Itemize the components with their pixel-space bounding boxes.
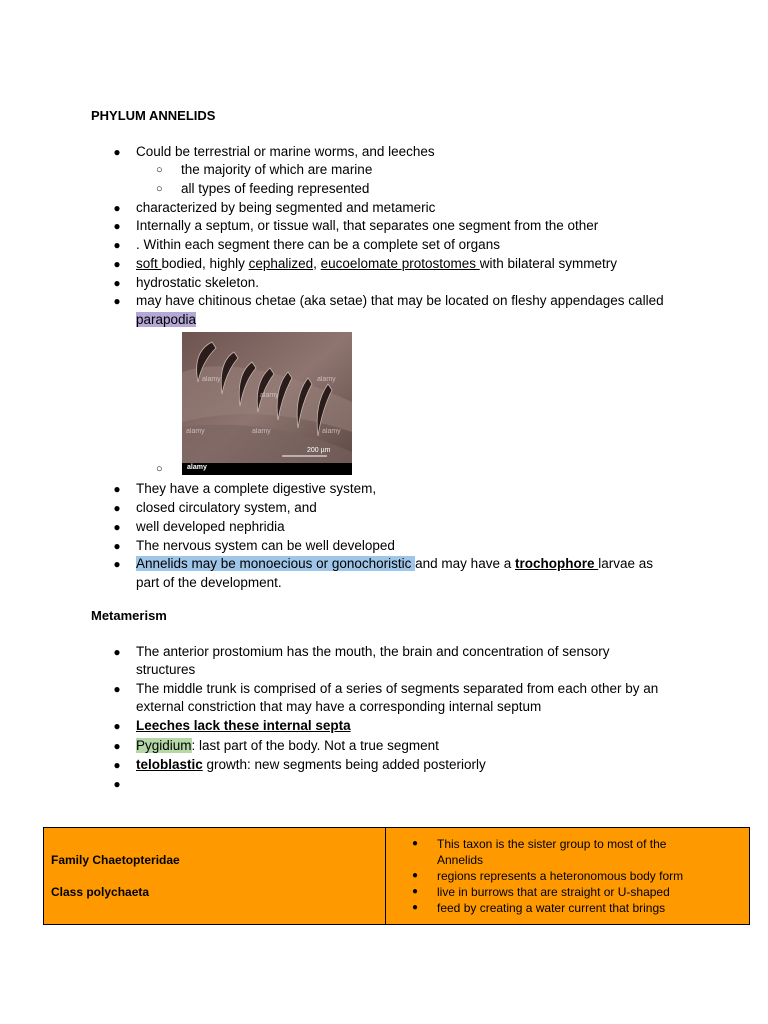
- bullet-dot: ●: [113, 501, 121, 515]
- bullet-dot: ●: [113, 682, 121, 696]
- text-span: larvae as: [598, 556, 654, 571]
- bullet-dot: ●: [412, 870, 419, 881]
- text-span: growth: new segments being added posteriorly: [202, 757, 486, 772]
- table-cell-notes: [386, 828, 750, 925]
- list-item: Internally a septum, or tissue wall, that separates one segment from the other: [136, 218, 599, 233]
- bullet-dot: ●: [113, 739, 121, 753]
- sub-list-item: the majority of which are marine: [181, 162, 373, 177]
- bullet-dot: ●: [113, 482, 121, 496]
- sub-bullet-circle: ○: [156, 183, 163, 195]
- text-span: : last part of the body. Not a true segment: [191, 738, 439, 753]
- chetae-micrograph: [182, 332, 352, 475]
- sub-list-item: all types of feeding represented: [181, 181, 370, 196]
- bullet-dot: ●: [412, 838, 419, 849]
- sub-bullet-circle: ○: [156, 463, 163, 475]
- table-list-item: This taxon is the sister group to most of the: [437, 837, 667, 851]
- text-span: ,: [313, 256, 321, 271]
- bullet-dot: ●: [113, 520, 121, 534]
- section-heading: Metamerism: [91, 608, 167, 623]
- underlined-term: eucoelomate protostomes: [320, 256, 480, 271]
- image-label: alamy: [186, 428, 205, 435]
- class-name: Class polychaeta: [51, 885, 150, 899]
- bullet-dot: ●: [412, 886, 419, 897]
- bullet-dot: ●: [113, 276, 121, 290]
- list-item: Could be terrestrial or marine worms, and leeches: [136, 144, 435, 159]
- list-item: The middle trunk is comprised of a series of segments separated from each other by an: [136, 681, 659, 696]
- table-list-item: feed by creating a water current that brings: [437, 901, 666, 915]
- text-span: and may have a: [415, 556, 515, 571]
- underlined-term: soft: [136, 256, 162, 271]
- text-span: bodied, highly: [161, 256, 249, 271]
- bullet-dot: ●: [113, 145, 121, 159]
- bullet-dot: ●: [412, 902, 419, 913]
- list-item: well developed nephridia: [136, 519, 285, 534]
- bullet-dot: ●: [113, 257, 121, 271]
- list-item: closed circulatory system, and: [136, 500, 317, 515]
- image-label: alamy: [252, 428, 271, 435]
- table-row: [44, 828, 750, 925]
- bullet-dot: ●: [113, 557, 121, 571]
- list-item: characterized by being segmented and metameric: [136, 200, 436, 215]
- table-list-item-continuation: Annelids: [437, 853, 484, 867]
- bullet-dot: ●: [113, 645, 121, 659]
- bullet-dot: ●: [113, 201, 121, 215]
- image-label: alamy: [202, 376, 221, 383]
- list-item: [136, 756, 486, 774]
- underlined-term: cephalized: [248, 256, 314, 271]
- bullet-dot: ●: [113, 219, 121, 233]
- highlighted-term: Pygidium: [136, 738, 192, 753]
- table-list-item: live in burrows that are straight or U-shaped: [437, 885, 670, 899]
- bullet-dot: ●: [113, 294, 121, 308]
- scale-bar-label: 200 µm: [307, 447, 331, 454]
- list-item: Leeches lack these internal septa: [136, 718, 351, 733]
- watermark: alamy: [187, 464, 207, 471]
- highlighted-text: Annelids may be monoecious or gonochoristic: [136, 556, 416, 571]
- image-label: alamy: [322, 428, 341, 435]
- list-item: The nervous system can be well developed: [136, 538, 395, 553]
- bullet-dot: ●: [113, 777, 121, 791]
- list-item: [136, 555, 653, 573]
- bold-term: teloblastic: [136, 757, 203, 772]
- bullet-dot: ●: [113, 719, 121, 733]
- list-item-continuation: external constriction that may have a corresponding internal septum: [136, 699, 542, 714]
- list-item: . Within each segment there can be a complete set of organs: [136, 237, 500, 252]
- list-item-continuation: structures: [136, 662, 196, 677]
- table-cell-taxon: [44, 828, 386, 925]
- highlighted-term: parapodia: [136, 312, 197, 327]
- family-name: Family Chaetopteridae: [51, 853, 180, 867]
- list-item: They have a complete digestive system,: [136, 481, 377, 496]
- list-item-continuation: [136, 311, 196, 329]
- list-item: [136, 737, 439, 755]
- bullet-dot: ●: [113, 758, 121, 772]
- taxonomy-table: [43, 827, 750, 925]
- list-item: may have chitinous chetae (aka setae) that may be located on fleshy appendages called: [136, 293, 664, 308]
- sub-bullet-circle: ○: [156, 164, 163, 176]
- list-item: [136, 255, 617, 273]
- image-label: alamy: [317, 376, 336, 383]
- text-span: with bilateral symmetry: [479, 256, 618, 271]
- bold-term: trochophore: [514, 556, 599, 571]
- list-item-continuation: part of the development.: [136, 575, 282, 590]
- page-title: PHYLUM ANNELIDS: [91, 108, 216, 123]
- list-item: hydrostatic skeleton.: [136, 275, 260, 290]
- bullet-dot: ●: [113, 238, 121, 252]
- list-item: The anterior prostomium has the mouth, the brain and concentration of sensory: [136, 644, 610, 659]
- image-label: alamy: [260, 392, 279, 399]
- table-list-item: regions represents a heteronomous body form: [437, 869, 684, 883]
- bullet-dot: ●: [113, 539, 121, 553]
